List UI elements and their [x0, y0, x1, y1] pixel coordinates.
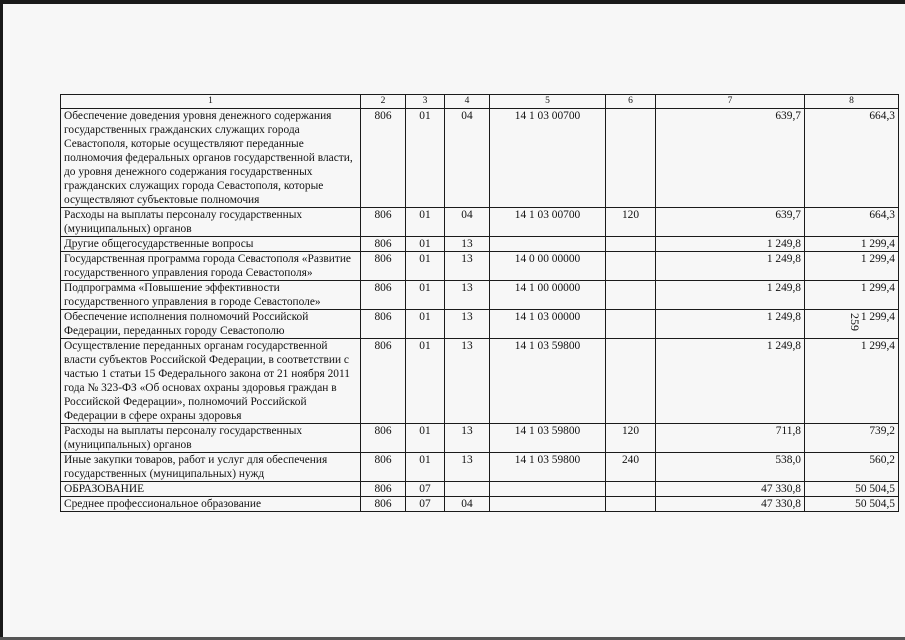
cell-amount-1: 47 330,8 [656, 482, 805, 497]
cell-amount-1: 1 249,8 [656, 237, 805, 252]
cell-expense-type [606, 482, 656, 497]
cell-section: 01 [406, 453, 445, 482]
cell-amount-1: 639,7 [656, 208, 805, 237]
cell-amount-2: 739,2 [805, 424, 899, 453]
cell-target-article: 14 1 03 00700 [490, 208, 606, 237]
cell-amount-2: 1 299,4 [805, 252, 899, 281]
table-row [61, 497, 899, 512]
cell-expense-type [606, 497, 656, 512]
table-row [61, 453, 899, 482]
cell-target-article: 14 1 03 59800 [490, 339, 606, 424]
cell-subsection: 04 [445, 208, 490, 237]
cell-target-article: 14 1 03 00700 [490, 109, 606, 208]
cell-expense-type: 120 [606, 208, 656, 237]
cell-amount-1: 1 249,8 [656, 339, 805, 424]
cell-ministry: 806 [361, 497, 406, 512]
cell-subsection [445, 482, 490, 497]
cell-amount-1: 538,0 [656, 453, 805, 482]
cell-subsection: 13 [445, 281, 490, 310]
cell-section: 01 [406, 281, 445, 310]
cell-expense-type: 240 [606, 453, 656, 482]
cell-target-article: 14 0 00 00000 [490, 252, 606, 281]
cell-amount-2: 1 299,4 [805, 237, 899, 252]
cell-target-article: 14 1 03 00000 [490, 310, 606, 339]
cell-target-article: 14 1 03 59800 [490, 453, 606, 482]
table-row [61, 482, 899, 497]
cell-target-article [490, 237, 606, 252]
table-row [61, 339, 899, 424]
header-cell-6: 6 [606, 95, 656, 109]
row-name: Государственная программа города Севастополя «Развитие государственного управления города Севастополя» [61, 252, 361, 281]
cell-subsection: 13 [445, 339, 490, 424]
cell-section: 01 [406, 424, 445, 453]
cell-expense-type [606, 310, 656, 339]
cell-amount-1: 1 249,8 [656, 252, 805, 281]
table-row [61, 424, 899, 453]
table-row [61, 281, 899, 310]
cell-target-article [490, 497, 606, 512]
row-name: Осуществление переданных органам государственной власти субъектов Российской Федерации, в соответствии с частью 1 статьи 15 Федерального закона от 21 ноября 2011 года № 323-ФЗ «Об основах охраны здоровья граждан в Российской Федерации», полномочий Российской Федерации в сфере охраны здоровья [61, 339, 361, 424]
table-row [61, 237, 899, 252]
table-row [61, 109, 899, 208]
budget-table [60, 94, 899, 512]
header-cell-3: 3 [406, 95, 445, 109]
cell-ministry: 806 [361, 109, 406, 208]
row-name: Обеспечение исполнения полномочий Российской Федерации, переданных городу Севастополю [61, 310, 361, 339]
cell-amount-2: 1 299,4 [805, 310, 899, 339]
cell-amount-1: 711,8 [656, 424, 805, 453]
cell-section: 07 [406, 482, 445, 497]
cell-ministry: 806 [361, 237, 406, 252]
header-cell-8: 8 [805, 95, 899, 109]
scan-edge-left [0, 0, 3, 640]
table-row [61, 252, 899, 281]
cell-amount-2: 1 299,4 [805, 281, 899, 310]
cell-section: 01 [406, 109, 445, 208]
cell-ministry: 806 [361, 339, 406, 424]
row-name: Расходы на выплаты персоналу государственных (муниципальных) органов [61, 208, 361, 237]
cell-expense-type [606, 281, 656, 310]
cell-expense-type [606, 109, 656, 208]
table-row [61, 208, 899, 237]
header-cell-5: 5 [490, 95, 606, 109]
cell-amount-2: 664,3 [805, 109, 899, 208]
cell-subsection: 13 [445, 252, 490, 281]
cell-target-article [490, 482, 606, 497]
cell-expense-type: 120 [606, 424, 656, 453]
cell-section: 01 [406, 208, 445, 237]
cell-section: 01 [406, 339, 445, 424]
cell-ministry: 806 [361, 424, 406, 453]
cell-ministry: 806 [361, 252, 406, 281]
row-name: Подпрограмма «Повышение эффективности государственного управления в городе Севастополе» [61, 281, 361, 310]
cell-amount-1: 47 330,8 [656, 497, 805, 512]
cell-ministry: 806 [361, 482, 406, 497]
row-name: Среднее профессиональное образование [61, 497, 361, 512]
header-cell-2: 2 [361, 95, 406, 109]
row-name: Иные закупки товаров, работ и услуг для обеспечения государственных (муниципальных) нужд [61, 453, 361, 482]
cell-subsection: 13 [445, 424, 490, 453]
row-name: Расходы на выплаты персоналу государственных (муниципальных) органов [61, 424, 361, 453]
cell-subsection: 04 [445, 497, 490, 512]
cell-subsection: 13 [445, 310, 490, 339]
cell-amount-2: 664,3 [805, 208, 899, 237]
cell-ministry: 806 [361, 310, 406, 339]
scan-edge-top [0, 0, 905, 4]
header-cell-1: 1 [61, 95, 361, 109]
cell-amount-2: 50 504,5 [805, 482, 899, 497]
table-row [61, 310, 899, 339]
header-cell-7: 7 [656, 95, 805, 109]
cell-amount-1: 639,7 [656, 109, 805, 208]
cell-amount-1: 1 249,8 [656, 310, 805, 339]
cell-section: 01 [406, 310, 445, 339]
cell-amount-2: 560,2 [805, 453, 899, 482]
cell-subsection: 04 [445, 109, 490, 208]
cell-ministry: 806 [361, 281, 406, 310]
cell-expense-type [606, 339, 656, 424]
cell-target-article: 14 1 00 00000 [490, 281, 606, 310]
cell-expense-type [606, 252, 656, 281]
cell-amount-2: 1 299,4 [805, 339, 899, 424]
header-cell-4: 4 [445, 95, 490, 109]
cell-subsection: 13 [445, 237, 490, 252]
cell-ministry: 806 [361, 208, 406, 237]
page-number: 259 [848, 313, 862, 331]
cell-target-article: 14 1 03 59800 [490, 424, 606, 453]
row-name: Другие общегосударственные вопросы [61, 237, 361, 252]
row-name: ОБРАЗОВАНИЕ [61, 482, 361, 497]
cell-ministry: 806 [361, 453, 406, 482]
cell-section: 07 [406, 497, 445, 512]
cell-section: 01 [406, 237, 445, 252]
header-row [61, 95, 899, 109]
row-name: Обеспечение доведения уровня денежного содержания государственных гражданских служащих города Севастополя, которые осуществляют переданные полномочия федеральных органов государственной власти, до уровня денежного содержания государственных гражданских служащих города Севастополя, которые осуществляют субъектовые полномочия [61, 109, 361, 208]
cell-amount-1: 1 249,8 [656, 281, 805, 310]
cell-section: 01 [406, 252, 445, 281]
cell-amount-2: 50 504,5 [805, 497, 899, 512]
cell-subsection: 13 [445, 453, 490, 482]
cell-expense-type [606, 237, 656, 252]
